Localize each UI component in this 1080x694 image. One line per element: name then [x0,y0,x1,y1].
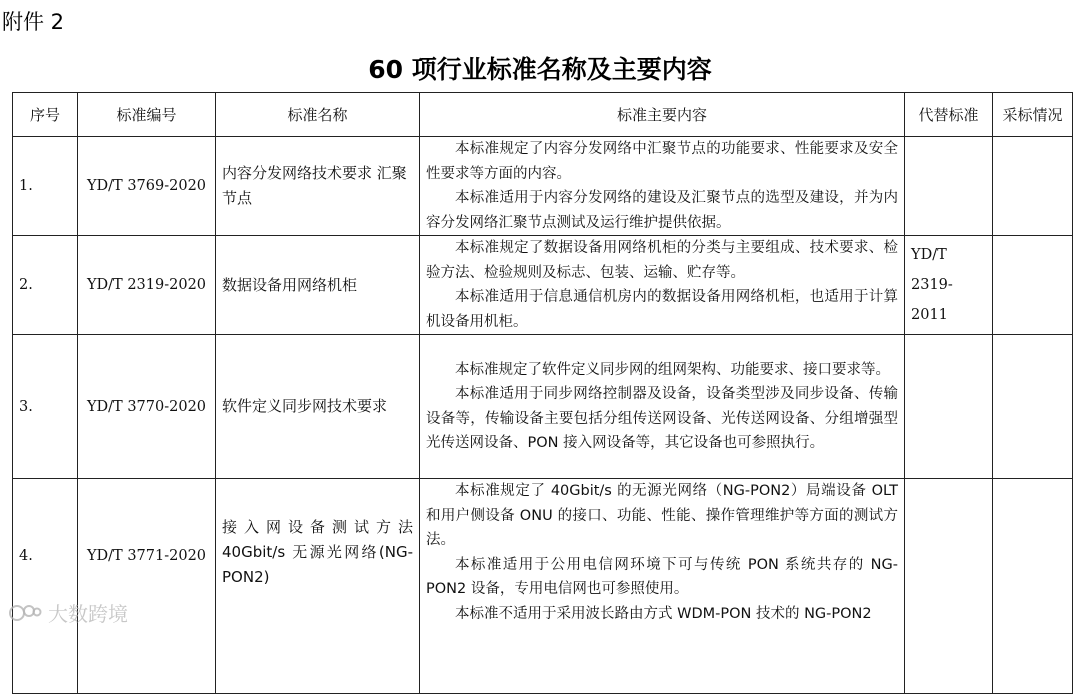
table-row [13,479,1073,694]
content-paragraph: 本标准适用于公用电信网环境下可与传统 PON 系统共存的 NG-PON2 设备，专用电信网也可参照使用。 [426,556,898,597]
row-name: 接入网设备测试方法 40Gbit/s 无源光网络(NG-PON2) [216,479,420,694]
row-adoption [993,236,1073,335]
content-paragraph: 本标准不适用于采用波长路由方式 WDM-PON 技术的 NG-PON2 [455,605,872,622]
row-content [420,479,905,694]
row-replaces [905,479,993,694]
header-adoption: 采标情况 [993,93,1073,137]
row-replaces: YD/T 2319-2011 [905,236,993,335]
row-code: YD/T 3770-2020 [78,335,216,479]
row-code: YD/T 3771-2020 [78,479,216,694]
row-code: YD/T 2319-2020 [78,236,216,335]
row-adoption [993,335,1073,479]
table-header-row [13,93,1073,137]
header-content: 标准主要内容 [420,93,905,137]
header-replaces: 代替标准 [905,93,993,137]
row-content [420,236,905,335]
table-row [13,236,1073,335]
table-row [13,335,1073,479]
standards-table [12,92,1073,694]
header-name: 标准名称 [216,93,420,137]
row-seq: 1. [13,137,78,236]
header-seq: 序号 [13,93,78,137]
row-seq: 2. [13,236,78,335]
row-replaces [905,335,993,479]
row-seq: 4. [13,479,78,694]
row-adoption [993,137,1073,236]
content-paragraph: 本标准规定了软件定义同步网的组网架构、功能要求、接口要求等。 [455,361,890,378]
row-seq: 3. [13,335,78,479]
row-name: 软件定义同步网技术要求 [216,335,420,479]
content-paragraph: 本标准适用于信息通信机房内的数据设备用网络机柜，也适用于计算机设备用机柜。 [426,289,898,330]
content-paragraph: 本标准适用于同步网络控制器及设备，设备类型涉及同步设备、传输设备等，传输设备主要包括分组传送网设备、光传送网设备、分组增强型光传送网设备、PON 接入网设备等，其它设备也可参照执行。 [426,386,898,451]
content-paragraph: 本标准规定了数据设备用网络机柜的分类与主要组成、技术要求、检验方法、检验规则及标志、包装、运输、贮存等。 [426,240,898,281]
content-paragraph: 本标准规定了内容分发网络中汇聚节点的功能要求、性能要求及安全性要求等方面的内容。 [426,141,898,182]
document-title: 60 项行业标准名称及主要内容 [368,55,712,84]
table-row [13,137,1073,236]
row-content [420,335,905,479]
row-replaces [905,137,993,236]
watermark-logo-icon [8,602,42,624]
row-content [420,137,905,236]
watermark-text: 大数跨境 [48,602,128,626]
content-paragraph: 本标准适用于内容分发网络的建设及汇聚节点的选型及建设，并为内容分发网络汇聚节点测试及运行维护提供依据。 [426,190,898,231]
header-code: 标准编号 [78,93,216,137]
watermark [8,598,128,627]
content-paragraph: 本标准规定了 40Gbit/s 的无源光网络（NG-PON2）局端设备 OLT 和用户侧设备 ONU 的接口、功能、性能、操作管理维护等方面的测试方法。 [426,483,898,548]
row-code: YD/T 3769-2020 [78,137,216,236]
attachment-label: 附件 2 [2,10,65,34]
row-name: 数据设备用网络机柜 [216,236,420,335]
row-adoption [993,479,1073,694]
row-name: 内容分发网络技术要求 汇聚节点 [216,137,420,236]
